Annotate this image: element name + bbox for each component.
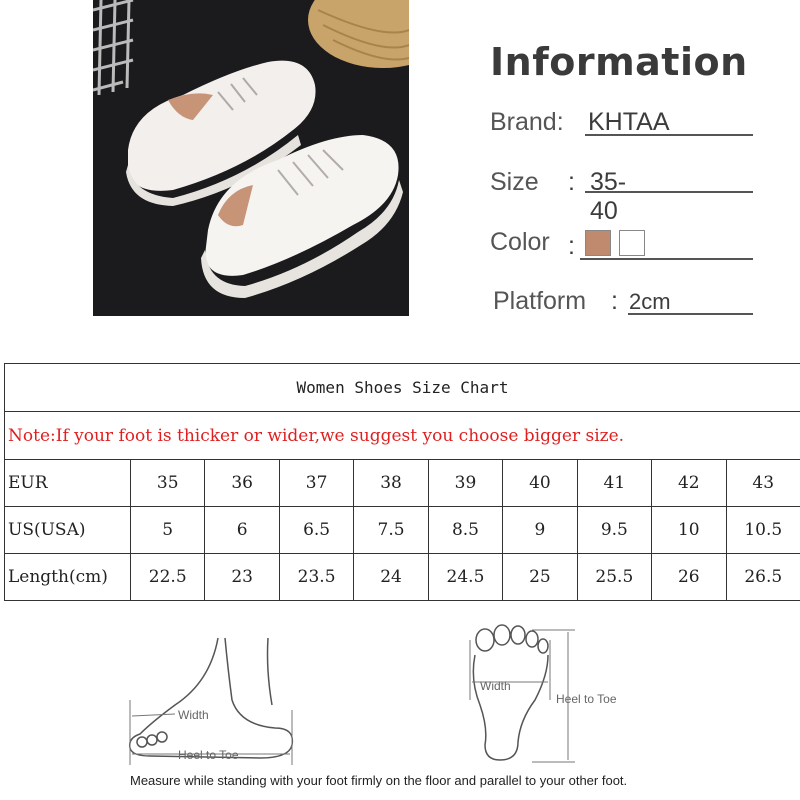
size-chart-table bbox=[4, 363, 800, 601]
top-width-label: Width bbox=[480, 679, 511, 693]
table-cell: 23.5 bbox=[279, 554, 353, 601]
size-row bbox=[490, 168, 627, 225]
table-cell: 22.5 bbox=[131, 554, 205, 601]
table-cell: 6 bbox=[205, 507, 279, 554]
product-photo bbox=[93, 0, 409, 316]
table-cell: 25.5 bbox=[577, 554, 651, 601]
table-cell: 38 bbox=[354, 460, 428, 507]
table-cell: 42 bbox=[652, 460, 726, 507]
table-cell: 10 bbox=[652, 507, 726, 554]
top-heel-to-toe-label: Heel to Toe bbox=[556, 692, 617, 706]
size-chart-title: Women Shoes Size Chart bbox=[5, 364, 800, 412]
color-row bbox=[490, 228, 575, 260]
table-row-us bbox=[5, 507, 800, 554]
table-cell: 24 bbox=[354, 554, 428, 601]
size-underline bbox=[585, 191, 753, 193]
platform-row bbox=[493, 287, 671, 316]
side-foot-diagram bbox=[0, 610, 320, 770]
size-chart-note: Note:If your foot is thicker or wider,we suggest you choose bigger size. bbox=[5, 412, 800, 460]
table-cell: 37 bbox=[279, 460, 353, 507]
table-cell: 6.5 bbox=[279, 507, 353, 554]
color-separator: : bbox=[568, 232, 575, 260]
table-cell: 5 bbox=[131, 507, 205, 554]
brand-label: Brand: bbox=[490, 108, 564, 136]
table-cell: 26.5 bbox=[726, 554, 800, 601]
platform-separator: : bbox=[611, 287, 618, 315]
information-heading: Information bbox=[490, 40, 748, 84]
table-cell: 8.5 bbox=[428, 507, 502, 554]
row-header: Length(cm) bbox=[5, 554, 131, 601]
measure-instruction: Measure while standing with your foot firmly on the floor and parallel to your other foot. bbox=[130, 773, 628, 788]
table-row-length bbox=[5, 554, 800, 601]
table-cell: 7.5 bbox=[354, 507, 428, 554]
table-cell: 35 bbox=[131, 460, 205, 507]
side-heel-to-toe-label: Heel to Toe bbox=[178, 748, 239, 762]
table-cell: 25 bbox=[503, 554, 577, 601]
top-foot-diagram bbox=[440, 610, 640, 770]
table-cell: 24.5 bbox=[428, 554, 502, 601]
platform-value: 2cm bbox=[629, 289, 671, 314]
size-label: Size bbox=[490, 168, 539, 196]
brand-underline bbox=[585, 134, 753, 136]
table-cell: 36 bbox=[205, 460, 279, 507]
side-width-label: Width bbox=[178, 708, 209, 722]
table-cell: 9.5 bbox=[577, 507, 651, 554]
row-header: US(USA) bbox=[5, 507, 131, 554]
sneakers-illustration bbox=[93, 0, 409, 316]
brand-row bbox=[490, 108, 670, 137]
color-label: Color bbox=[490, 228, 550, 256]
table-cell: 40 bbox=[503, 460, 577, 507]
table-cell: 9 bbox=[503, 507, 577, 554]
table-cell: 39 bbox=[428, 460, 502, 507]
brand-value: KHTAA bbox=[588, 108, 670, 136]
platform-underline bbox=[628, 313, 753, 315]
color-swatch-brown[interactable] bbox=[585, 230, 611, 256]
table-cell: 26 bbox=[652, 554, 726, 601]
size-separator: : bbox=[568, 168, 575, 196]
size-value: 35-40 bbox=[590, 168, 627, 225]
color-swatch-white[interactable] bbox=[619, 230, 645, 256]
table-cell: 43 bbox=[726, 460, 800, 507]
table-cell: 10.5 bbox=[726, 507, 800, 554]
table-cell: 23 bbox=[205, 554, 279, 601]
platform-label: Platform bbox=[493, 287, 587, 315]
row-header: EUR bbox=[5, 460, 131, 507]
table-row-eur bbox=[5, 460, 800, 507]
color-underline bbox=[580, 258, 753, 260]
table-cell: 41 bbox=[577, 460, 651, 507]
